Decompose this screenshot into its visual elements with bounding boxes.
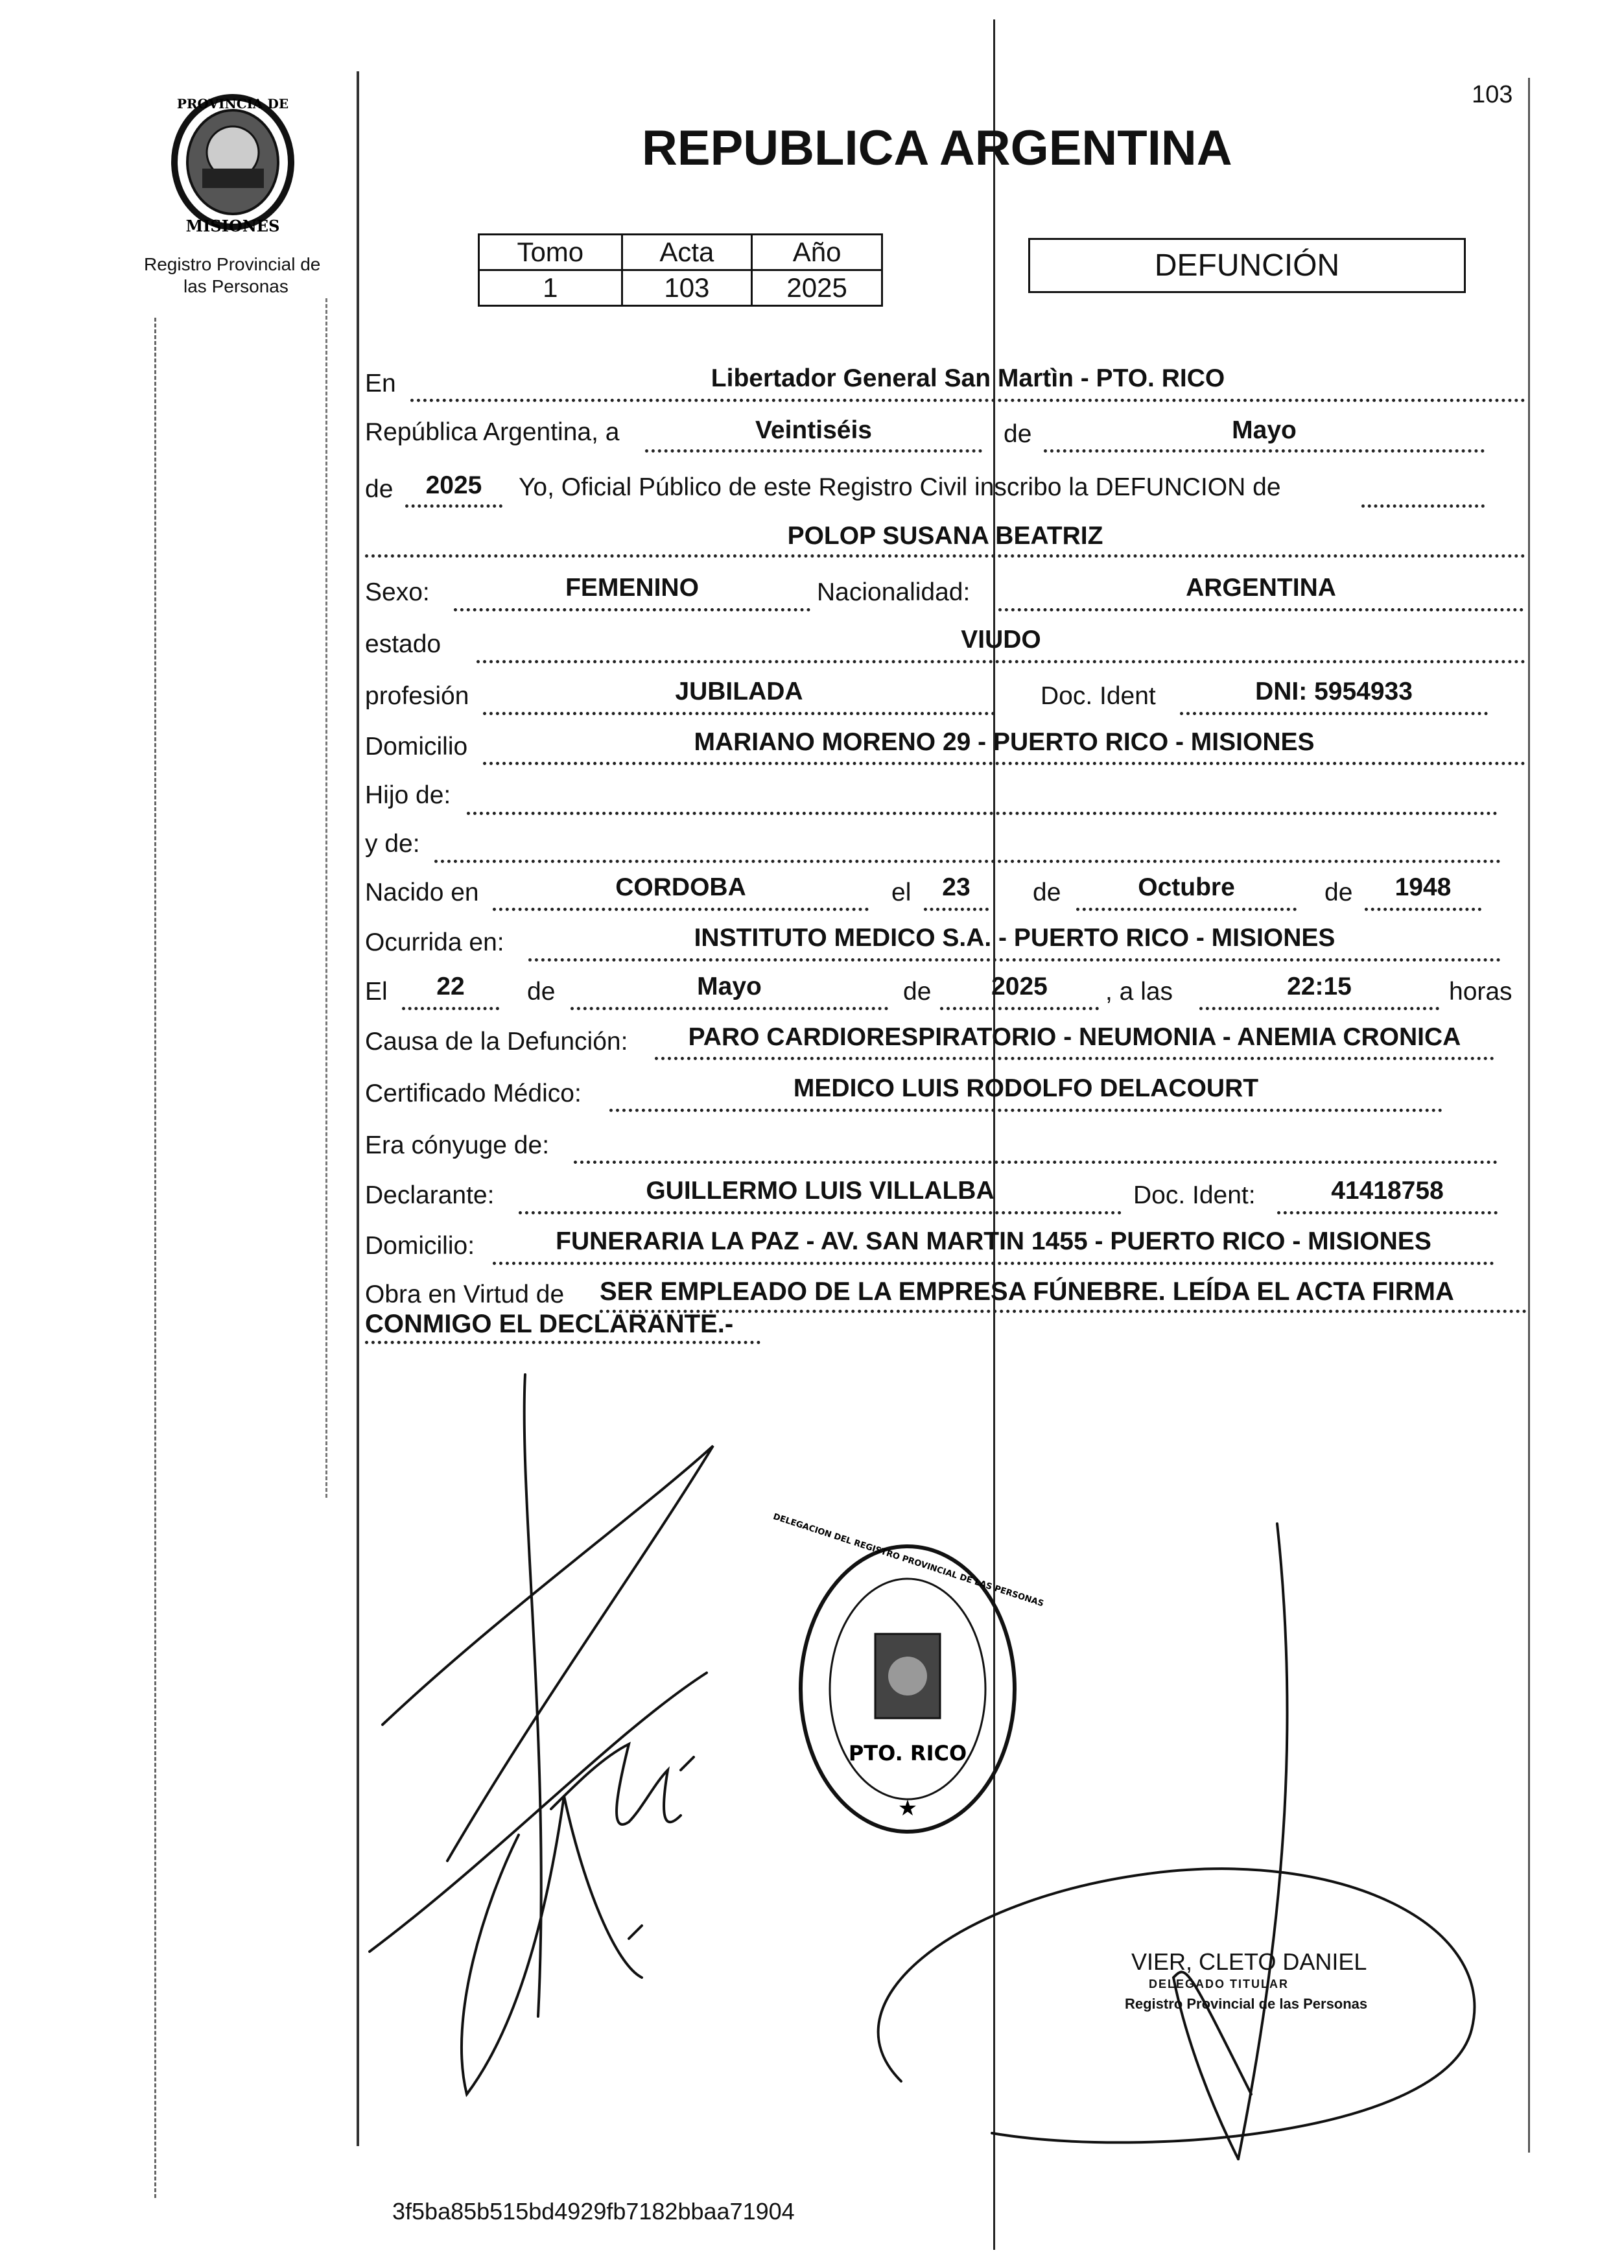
right-margin-rule: [1528, 78, 1530, 2153]
table-header-tomo: Tomo: [479, 235, 622, 270]
dotline-certificado: [609, 1109, 1442, 1112]
dotline-hijo-de: [467, 812, 1498, 815]
field-causa: PARO CARDIORESPIRATORIO - NEUMONIA - ANEMIA CRONICA: [688, 1023, 1461, 1051]
label-y-de: y de:: [365, 830, 420, 858]
page-title: REPUBLICA ARGENTINA: [642, 121, 1232, 176]
label-domicilio: Domicilio: [365, 733, 468, 761]
label-doc-ident2: Doc. Ident:: [1133, 1181, 1256, 1209]
far-left-dashes: [154, 318, 156, 2198]
officer-signature: [823, 1511, 1511, 2166]
label-de-mes: de: [1004, 420, 1032, 448]
table-value-acta: 103: [622, 270, 752, 306]
dotline-nac-dia: [924, 908, 989, 911]
dotline-doc-ident: [1180, 712, 1488, 715]
dotline-y-de: [434, 860, 1501, 863]
dotline-nac-mes: [1076, 908, 1297, 911]
dotline-nacido-en: [493, 908, 869, 911]
dotline-estado: [477, 660, 1525, 663]
registry-label-line1: Registro Provincial de: [144, 254, 321, 274]
dotline-ocurrida-en: [528, 958, 1501, 962]
label-obra-en: Obra en Virtud de: [365, 1281, 565, 1308]
registry-label-line2: las Personas: [183, 276, 288, 296]
label-causa: Causa de la Defunción:: [365, 1028, 628, 1056]
label-declarante: Declarante:: [365, 1181, 495, 1209]
field-def-dia: 22: [436, 973, 465, 1000]
field-nac-mes: Octubre: [1138, 873, 1235, 901]
dotline-obra-2: [365, 1341, 760, 1344]
label-yo-oficial: Yo, Oficial Público de este Registro Civil inscribo la DEFUNCION de: [519, 473, 1281, 501]
field-nacido-en: CORDOBA: [615, 873, 746, 901]
field-nac-anio: 1948: [1395, 873, 1452, 901]
label-sexo: Sexo:: [365, 578, 430, 606]
label-de-nac-mes: de: [1033, 879, 1061, 906]
label-profesion: profesión: [365, 682, 469, 710]
label-ocurrida-en: Ocurrida en:: [365, 928, 504, 956]
field-obra-line2: CONMIGO EL DECLARANTE.-: [365, 1310, 734, 1338]
dotline-lugar: [410, 399, 1525, 402]
label-doc-ident: Doc. Ident: [1041, 682, 1156, 710]
dotline-declarante-domicilio: [493, 1262, 1494, 1265]
table-header-acta: Acta: [622, 235, 752, 270]
document-hash: 3f5ba85b515bd4929fb7182bbaa71904: [392, 2198, 795, 2225]
dotline-def-anio: [940, 1007, 1099, 1010]
field-mes: Mayo: [1232, 416, 1297, 444]
table-value-anio: 2025: [752, 270, 882, 306]
field-nombre: POLOP SUSANA BEATRIZ: [787, 522, 1103, 550]
label-horas: horas: [1449, 978, 1512, 1006]
label-republica: República Argentina, a: [365, 418, 620, 446]
svg-text:MISIONES: MISIONES: [185, 217, 280, 235]
label-en: En: [365, 370, 396, 397]
svg-text:★: ★: [897, 1795, 918, 1821]
label-domicilio2: Domicilio:: [365, 1232, 475, 1260]
field-nac-dia: 23: [942, 873, 971, 901]
field-def-anio: 2025: [991, 973, 1048, 1000]
label-conyuge: Era cónyuge de:: [365, 1131, 550, 1159]
page-number: 103: [1472, 81, 1513, 108]
field-def-mes: Mayo: [697, 973, 762, 1000]
field-obra-line1: SER EMPLEADO DE LA EMPRESA FÚNEBRE. LEÍDA EL ACTA FIRMA: [600, 1277, 1454, 1306]
field-declarante-domicilio: FUNERARIA LA PAZ - AV. SAN MARTIN 1455 - PUERTO RICO - MISIONES: [556, 1227, 1431, 1255]
record-table-values: [479, 270, 882, 306]
dotline-declarante-doc: [1277, 1211, 1498, 1214]
label-hijo-de: Hijo de:: [365, 781, 451, 809]
officer-role: DELEGADO TITULAR: [1149, 1978, 1289, 1990]
label-nacido-en: Nacido en: [365, 879, 479, 906]
officer-name: VIER, CLETO DANIEL: [1131, 1948, 1367, 1975]
dotline-obra-1: [600, 1310, 1527, 1313]
label-de-nac-anio: de: [1324, 879, 1353, 906]
field-declarante-doc: 41418758: [1331, 1177, 1444, 1205]
dotline-mes: [1044, 449, 1485, 453]
dotline-domicilio: [483, 762, 1525, 765]
dotline-profesion: [483, 712, 995, 715]
dotline-def-dia: [402, 1007, 499, 1010]
field-ocurrida-en: INSTITUTO MEDICO S.A. - PUERTO RICO - MISIONES: [694, 924, 1336, 952]
label-de-def-mes: de: [527, 978, 556, 1006]
label-estado: estado: [365, 630, 441, 658]
dotline-nacionalidad: [998, 608, 1524, 611]
label-nacionalidad: Nacionalidad:: [817, 578, 971, 606]
field-sexo: FEMENINO: [565, 574, 699, 602]
label-de-anio: de: [365, 475, 394, 503]
table-value-tomo: 1: [479, 270, 622, 306]
field-nacionalidad: ARGENTINA: [1186, 574, 1336, 602]
province-seal-logo: [163, 88, 303, 240]
record-table-header: [479, 235, 882, 270]
label-de-def-anio: de: [903, 978, 932, 1006]
doc-type-label: DEFUNCIÓN: [1154, 248, 1340, 283]
field-domicilio: MARIANO MORENO 29 - PUERTO RICO - MISIONES: [694, 728, 1315, 756]
field-declarante: GUILLERMO LUIS VILLALBA: [646, 1177, 994, 1205]
dotline-dia: [645, 449, 982, 453]
label-El: El: [365, 978, 388, 1006]
dotline-anio: [405, 504, 502, 508]
dotline-conyuge: [574, 1161, 1498, 1164]
declarant-signature: [370, 1368, 862, 2146]
field-doc-ident: DNI: 5954933: [1255, 678, 1413, 705]
label-el-nac: el: [891, 879, 912, 906]
dotline-declarante: [519, 1211, 1122, 1214]
label-a-las: , a las: [1105, 978, 1173, 1006]
dotline-nombre: [365, 554, 1525, 558]
dotline-sexo: [454, 608, 810, 611]
field-dia: Veintiséis: [755, 416, 872, 444]
field-anio: 2025: [425, 471, 482, 499]
field-profesion: JUBILADA: [675, 678, 803, 705]
record-table: [478, 233, 883, 307]
label-certificado: Certificado Médico:: [365, 1080, 582, 1107]
field-hora: 22:15: [1287, 973, 1352, 1000]
dotline-def-mes: [571, 1007, 888, 1010]
dotline-nac-anio: [1365, 908, 1481, 911]
left-dashes-2: [325, 298, 327, 1498]
svg-text:DELEGACION DEL REGISTRO PROVIN: DELEGACION DEL REGISTRO PROVINCIAL DE LAS PERSONAS: [771, 1511, 1045, 1609]
field-estado: VIUDO: [961, 626, 1041, 654]
svg-text:PTO. RICO: PTO. RICO: [848, 1741, 967, 1766]
field-lugar: Libertador General San Martìn - PTO. RICO: [711, 364, 1225, 392]
dotline-yo-end: [1361, 504, 1485, 508]
left-margin-rule: [357, 71, 359, 2146]
svg-text:PROVINCIA DE: PROVINCIA DE: [176, 96, 289, 112]
dotline-hora: [1199, 1007, 1439, 1010]
table-header-anio: Año: [752, 235, 882, 270]
field-certificado: MEDICO LUIS RODOLFO DELACOURT: [793, 1074, 1259, 1102]
doc-type-box: [1028, 238, 1466, 293]
officer-org: Registro Provincial de las Personas: [1125, 1996, 1368, 2012]
dotline-causa: [655, 1057, 1494, 1060]
